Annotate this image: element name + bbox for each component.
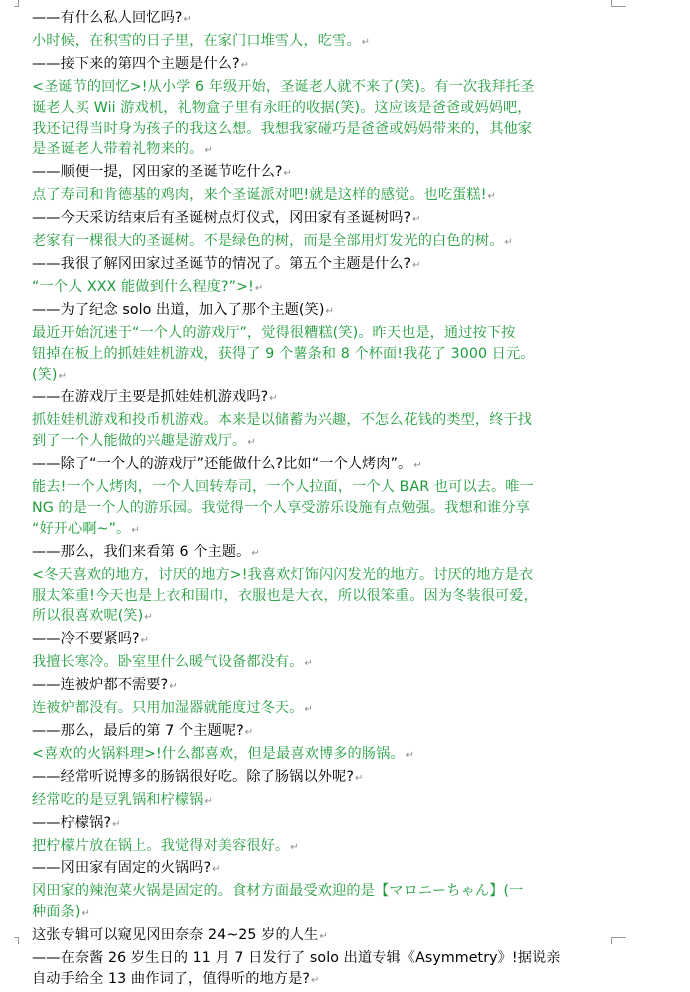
paragraph-mark-icon: ↵ [290,841,299,853]
line-text: ——为了纪念 solo 出道，加入了那个主题(笑) [32,301,325,318]
paragraph-mark-icon: ↵ [183,14,192,25]
question-line [32,254,588,277]
line-text: ——那么，我们来看第 6 个主题。 [32,543,251,560]
answer-line [32,477,588,498]
answer-line [32,519,588,542]
question-line [32,8,588,31]
line-text: <冬天喜欢的地方，讨厌的地方>!我喜欢灯饰闪闪发光的地方。讨厌的地方是衣 [32,566,534,583]
line-text: 我还记得当时身为孩子的我这么想。我想我家碰巧是爸爸或妈妈带来的，其他家 [32,120,533,137]
line-text: 老家有一棵很大的圣诞树。不是绿色的树，而是全部用灯发光的白色的树。 [32,233,504,250]
line-text: “好开心啊~”。 [32,520,131,537]
question-line [32,387,588,410]
paragraph-mark-icon: ↵ [354,772,364,784]
question-line [32,300,588,323]
answer-line [32,365,588,388]
answer-line [32,881,588,902]
paragraph-mark-icon: ↵ [283,168,293,180]
answer-line [32,31,588,54]
question-line [32,813,588,836]
line-text: 小时候，在积雪的日子里，在家门口堆雪人，吃雪。 [32,32,361,49]
line-text: 自动手给全 13 曲作词了，值得听的地方是? [32,970,310,987]
page-corner-mark [14,0,19,7]
answer-line [32,119,588,140]
paragraph-mark-icon: ↵ [58,370,68,382]
question-line [32,948,588,969]
paragraph-mark-icon: ↵ [311,974,320,986]
paragraph-mark-icon: ↵ [112,818,121,830]
question-line [32,925,588,948]
line-text: 点了寿司和肯德基的鸡肉，来个圣诞派对吧!就是这样的感觉。也吃蛋糕! [32,187,487,204]
paragraph-mark-icon: ↵ [212,864,221,876]
paragraph-mark-icon: ↵ [504,237,513,249]
answer-line [32,231,588,254]
paragraph-mark-icon: ↵ [244,727,254,738]
line-text: ——柠檬锅? [32,814,112,831]
paragraph-mark-icon: ↵ [413,460,422,472]
line-text: ——我很了解冈田家过圣诞节的情况了。第五个主题是什么? [32,255,412,272]
answer-line [32,790,588,813]
line-text: 钮掉在板上的抓娃娃机游戏，获得了 9 个薯条和 8 个杯面!我花了 3000 日元。 [32,345,535,362]
line-text: 到了一个人能做的兴趣是游戏厅。 [32,433,247,450]
line-text: ——接下来的第四个主题是什么? [32,55,240,72]
page-corner-mark [14,937,19,944]
paragraph-mark-icon: ↵ [319,931,328,943]
line-text: 所以很喜欢呢(笑) [32,608,144,625]
answer-line [32,277,588,300]
paragraph-mark-icon: ↵ [412,214,421,226]
page-corner-mark [611,937,626,944]
line-text: ——冷不要紧吗? [32,631,140,648]
line-text: 冈田家的辣泡菜火锅是固定的。食材方面最受欢迎的是【マロニーちゃん】(一 [32,883,524,900]
line-text: 是圣诞老人带着礼物来的。 [32,141,204,158]
line-text: ——有什么私人回忆吗? [32,10,183,26]
paragraph-mark-icon: ↵ [169,681,178,693]
line-text: 能去!一个人烤肉，一个人回转寿司，一个人拉面，一个人 BAR 也可以去。唯一 [32,479,534,496]
answer-line [32,139,588,162]
line-text: ——冈田家有固定的火锅吗? [32,860,212,877]
paragraph-mark-icon: ↵ [361,36,371,48]
line-text: 经常吃的是豆乳锅和柠檬锅 [32,791,204,808]
line-text: NG 的是一个人的游乐园。我觉得一个人享受游乐设施有点勉强。我想和谁分享 [32,499,530,516]
answer-line [32,698,588,721]
page-corner-mark [611,0,626,7]
question-line [32,54,588,77]
line-text: ——在游戏厅主要是抓娃娃机游戏吗? [32,389,269,406]
question-line [32,454,588,477]
answer-line [32,836,588,859]
paragraph-mark-icon: ↵ [144,612,153,624]
line-text: 连被炉都没有。只用加湿器就能度过冬天。 [32,700,304,717]
paragraph-mark-icon: ↵ [405,749,415,761]
answer-line [32,652,588,675]
question-line [32,858,588,881]
line-text: ——经常听说博多的肠锅很好吃。除了肠锅以外呢? [32,768,354,785]
line-text: ——在奈酱 26 岁生日的 11 月 7 日发行了 solo 出道专辑《Asymmetry》!据说亲 [32,950,561,967]
line-text: (笑) [32,366,58,383]
line-text: 抓娃娃机游戏和投币机游戏。本来是以储蓄为兴趣，不怎么花钱的类型，终于找 [32,412,533,429]
paragraph-mark-icon: ↵ [131,524,140,536]
answer-line [32,185,588,208]
question-line [32,969,588,992]
paragraph-mark-icon: ↵ [251,547,260,559]
line-text: 服太笨重!今天也是上衣和围巾，衣服也是大衣，所以很笨重。因为冬装很可爱， [32,587,538,604]
question-line [32,629,588,652]
paragraph-mark-icon: ↵ [412,259,421,271]
answer-line [32,344,588,365]
line-text: ——连被炉都不需要? [32,677,169,694]
answer-line [32,98,588,119]
line-text: 最近开始沉迷于“一个人的游戏厅”，觉得很糟糕(笑)。昨天也是，通过按下按 [32,324,516,341]
line-text: 诞老人买 Wii 游戏机，礼物盒子里有永旺的收据(笑)。这应该是爸爸或妈妈吧， [32,99,532,116]
answer-line [32,431,588,454]
paragraph-mark-icon: ↵ [140,635,150,647]
question-line [32,767,588,790]
paragraph-mark-icon: ↵ [240,59,250,71]
question-line [32,542,588,565]
line-text: 我擅长寒冷。卧室里什么暖气设备都没有。 [32,654,304,671]
answer-line [32,498,588,519]
document-body[interactable] [32,8,588,992]
paragraph-mark-icon: ↵ [269,393,278,405]
line-text: ——顺便一提，冈田家的圣诞节吃什么? [32,164,283,181]
paragraph-mark-icon: ↵ [325,305,334,317]
question-line [32,162,588,185]
paragraph-mark-icon: ↵ [204,795,213,807]
question-line [32,208,588,231]
paragraph-mark-icon: ↵ [254,282,264,294]
answer-line [32,410,588,431]
line-text: ——除了“一个人的游戏厅”还能做什么?比如“一个人烤肉”。 [32,456,413,473]
line-text: <圣诞节的回忆>!从小学 6 年级开始，圣诞老人就不来了(笑)。有一次我拜托圣 [32,78,535,95]
line-text: 种面条) [32,904,81,921]
line-text: ——那么，最后的第 7 个主题呢? [32,723,244,739]
answer-line [32,902,588,925]
paragraph-mark-icon: ↵ [487,191,496,203]
answer-line [32,565,588,586]
line-text: 这张专辑可以窥见冈田奈奈 24~25 岁的人生 [32,927,319,944]
question-line [32,721,588,744]
answer-line [32,586,588,607]
question-line [32,675,588,698]
line-text: <喜欢的火锅料理>!什么都喜欢，但是最喜欢博多的肠锅。 [32,745,405,762]
paragraph-mark-icon: ↵ [204,145,213,157]
line-text: “一个人 XXX 能做到什么程度?”>! [32,278,254,295]
answer-line [32,744,588,767]
paragraph-mark-icon: ↵ [81,908,90,920]
line-text: ——今天采访结束后有圣诞树点灯仪式，冈田家有圣诞树吗? [32,210,412,227]
answer-line [32,323,588,344]
answer-line [32,77,588,98]
paragraph-mark-icon: ↵ [304,704,313,716]
answer-line [32,606,588,629]
line-text: 把柠檬片放在锅上。我觉得对美容很好。 [32,837,290,854]
paragraph-mark-icon: ↵ [304,658,313,670]
paragraph-mark-icon: ↵ [247,437,256,449]
